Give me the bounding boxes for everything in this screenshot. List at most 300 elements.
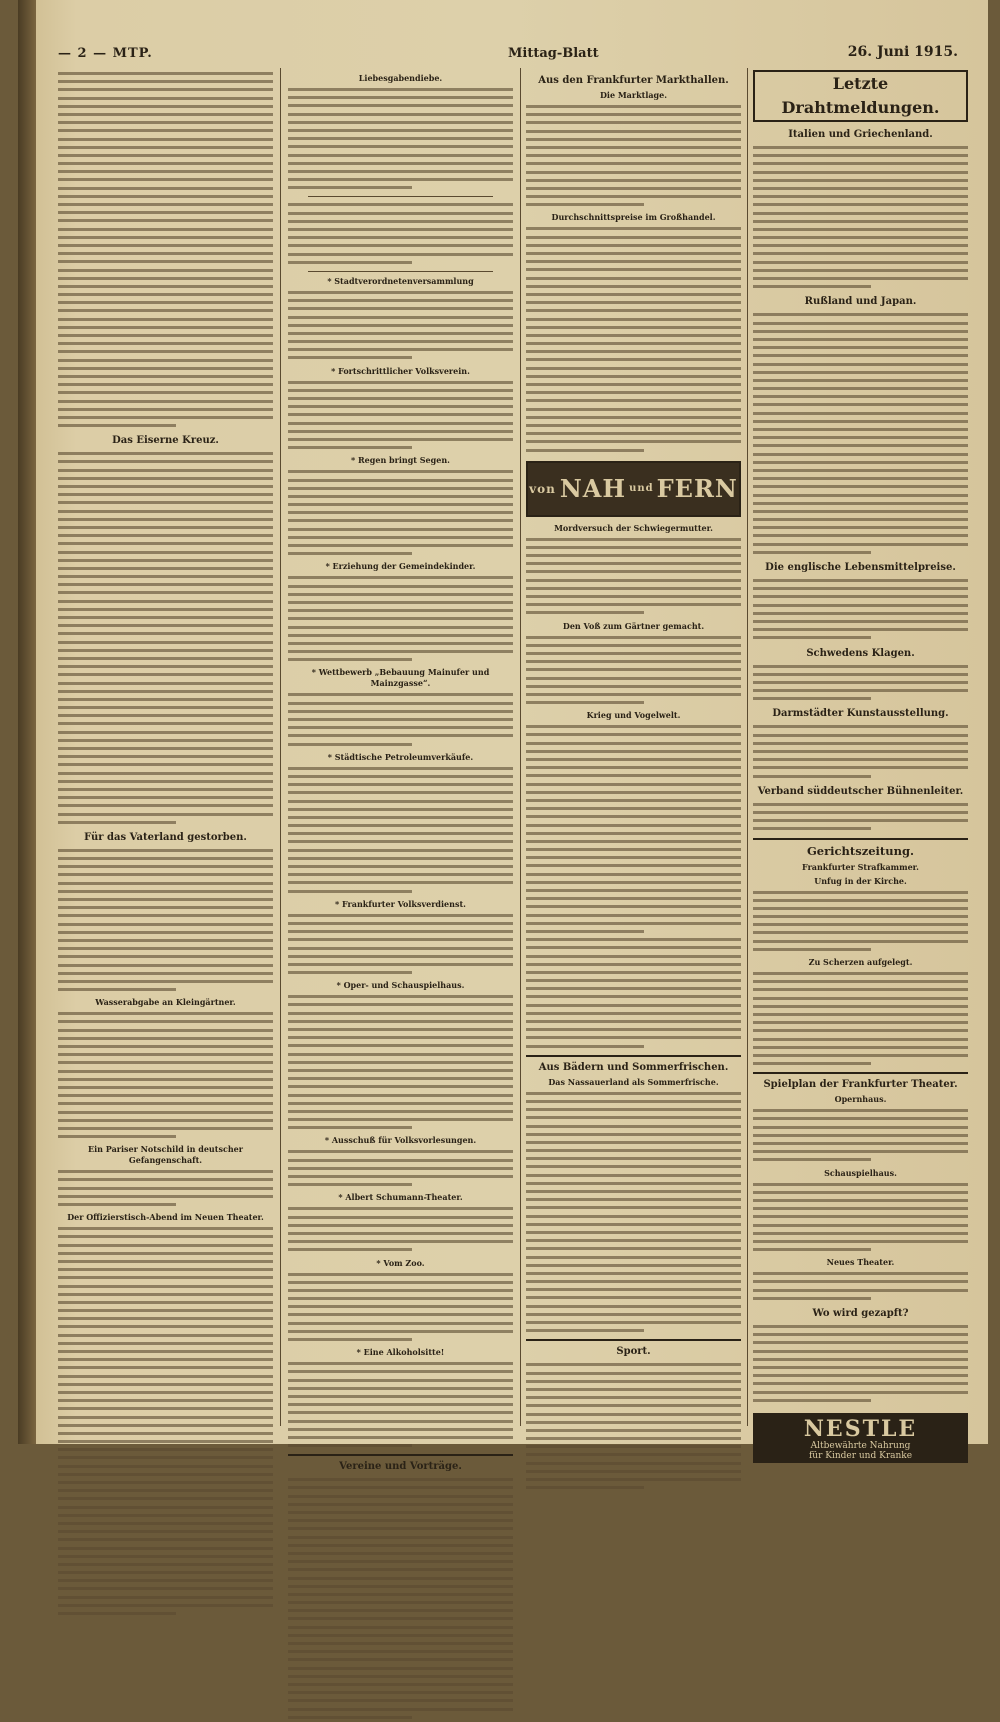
text-block	[58, 1168, 273, 1209]
text-line	[526, 152, 741, 160]
divider	[288, 1454, 513, 1456]
text-line	[526, 111, 741, 119]
text-line	[753, 610, 968, 618]
text-line	[526, 1319, 741, 1327]
text-line	[288, 387, 513, 395]
text-line	[58, 217, 273, 225]
text-line	[526, 160, 741, 168]
text-line	[58, 1364, 273, 1372]
text-line	[753, 671, 968, 679]
text-line	[58, 1084, 273, 1092]
text-line	[753, 602, 968, 610]
text-line	[526, 691, 741, 699]
text-line	[58, 1528, 273, 1536]
text-line	[526, 1254, 741, 1262]
text-line	[753, 1036, 968, 1044]
text-line	[288, 94, 513, 102]
text-line	[58, 1168, 273, 1176]
text-line	[526, 969, 741, 977]
text-line	[288, 1311, 513, 1319]
text-line	[58, 234, 273, 242]
text-line	[58, 904, 273, 912]
text-line	[753, 825, 871, 833]
text-line	[753, 995, 968, 1003]
text-line	[753, 1270, 968, 1278]
text-line	[58, 1512, 273, 1520]
text-line	[58, 103, 273, 111]
text-line	[58, 847, 273, 855]
text-line	[288, 1214, 513, 1222]
text-line	[58, 855, 273, 863]
text-line	[753, 410, 968, 418]
text-line	[753, 978, 968, 986]
text-line	[753, 1364, 968, 1372]
text-line	[58, 953, 273, 961]
text-line	[58, 1092, 273, 1100]
item-heading: * Stadtverordnetenversammlung	[327, 275, 474, 286]
text-line	[288, 1599, 513, 1607]
text-line	[753, 1181, 968, 1189]
text-line	[753, 732, 968, 740]
text-line	[58, 696, 273, 704]
subheading: Opernhaus.	[834, 1094, 887, 1105]
text-line	[288, 765, 513, 773]
text-line	[58, 1274, 273, 1282]
text-line	[753, 467, 968, 475]
text-line	[288, 1409, 513, 1417]
text-line	[288, 879, 513, 887]
text-line	[58, 516, 273, 524]
text-line	[753, 618, 968, 626]
boxed-headline: Letzte Drahtmeldungen.	[753, 70, 968, 122]
text-block	[288, 765, 513, 896]
text-line	[288, 1442, 412, 1450]
text-line	[526, 1262, 741, 1270]
text-line	[753, 267, 968, 275]
text-line	[288, 1632, 513, 1640]
text-line	[526, 658, 741, 666]
ad-word: FERN	[656, 473, 738, 503]
text-line	[288, 379, 513, 387]
text-line	[526, 1123, 741, 1131]
text-line	[58, 1010, 273, 1018]
text-line	[58, 761, 273, 769]
text-line	[526, 299, 741, 307]
text-line	[58, 1076, 273, 1084]
text-line	[58, 1340, 273, 1348]
text-line	[526, 365, 741, 373]
text-line	[753, 756, 968, 764]
text-line	[526, 577, 741, 585]
header-date: 26. Juni 1915.	[847, 44, 958, 60]
text-line	[58, 267, 273, 275]
text-line	[58, 1569, 273, 1577]
text-line	[288, 888, 412, 896]
text-line	[526, 1114, 741, 1122]
item-heading: * Ausschuß für Volksvorlesungen.	[324, 1135, 477, 1146]
text-line	[58, 381, 273, 389]
text-block	[753, 1107, 968, 1164]
text-line	[288, 1640, 513, 1648]
text-line	[526, 1361, 741, 1369]
text-line	[753, 1197, 968, 1205]
text-block	[288, 379, 513, 453]
text-block	[753, 1270, 968, 1303]
text-line	[526, 381, 741, 389]
text-line	[58, 1585, 273, 1593]
text-line	[526, 1188, 741, 1196]
text-block	[753, 663, 968, 704]
text-line	[753, 226, 968, 234]
text-line	[288, 305, 513, 313]
text-line	[288, 920, 513, 928]
text-line	[58, 1307, 273, 1315]
text-line	[753, 1287, 968, 1295]
subheading: Durchschnittspreise im Großhandel.	[551, 212, 716, 223]
text-line	[58, 1454, 273, 1462]
text-block	[526, 225, 741, 454]
text-line	[58, 704, 273, 712]
text-line	[288, 143, 513, 151]
text-line	[753, 508, 968, 516]
item-heading: * Erziehung der Gemeindekinder.	[325, 561, 476, 572]
text-block	[753, 723, 968, 780]
text-line	[58, 647, 273, 655]
text-line	[526, 128, 741, 136]
text-line	[753, 442, 968, 450]
text-block	[288, 912, 513, 978]
text-line	[288, 1385, 513, 1393]
text-line	[288, 691, 513, 699]
text-line	[58, 937, 273, 945]
column-2	[288, 70, 513, 1473]
text-line	[526, 1327, 644, 1335]
text-line	[58, 1133, 176, 1141]
divider	[526, 1339, 741, 1341]
text-line	[753, 451, 968, 459]
text-line	[753, 1044, 968, 1052]
text-line	[526, 291, 741, 299]
text-line	[58, 144, 273, 152]
text-line	[526, 447, 644, 455]
text-line	[288, 1238, 513, 1246]
text-line	[526, 1163, 741, 1171]
text-line	[288, 945, 513, 953]
text-line	[58, 332, 273, 340]
text-line	[526, 993, 741, 1001]
text-line	[58, 1323, 273, 1331]
text-line	[58, 1258, 273, 1266]
text-line	[58, 307, 273, 315]
text-line	[288, 741, 412, 749]
text-line	[526, 928, 644, 936]
text-line	[753, 577, 968, 585]
text-line	[288, 583, 513, 591]
ad-slogan: für Kinder und Kranke	[808, 1450, 913, 1461]
text-line	[58, 95, 273, 103]
text-line	[58, 753, 273, 761]
text-line	[288, 574, 513, 582]
text-line	[58, 291, 273, 299]
column-rule	[747, 68, 748, 1426]
text-line	[753, 401, 968, 409]
text-line	[526, 422, 741, 430]
text-line	[526, 406, 741, 414]
page-header	[58, 44, 958, 64]
text-line	[288, 732, 513, 740]
text-line	[288, 1001, 513, 1009]
text-line	[753, 1323, 968, 1331]
text-line	[58, 962, 273, 970]
text-line	[526, 242, 741, 250]
text-line	[753, 1397, 871, 1405]
column-1	[58, 70, 273, 1426]
text-line	[753, 817, 968, 825]
text-line	[288, 1059, 513, 1067]
text-line	[58, 802, 273, 810]
text-line	[288, 591, 513, 599]
text-line	[753, 1124, 968, 1132]
text-line	[288, 1542, 513, 1550]
text-line	[753, 311, 968, 319]
text-line	[58, 745, 273, 753]
text-line	[753, 773, 871, 781]
text-line	[58, 1536, 273, 1544]
text-line	[58, 1027, 273, 1035]
text-line	[526, 266, 741, 274]
text-line	[526, 601, 741, 609]
text-line	[288, 1426, 513, 1434]
text-line	[526, 740, 741, 748]
text-line	[526, 389, 741, 397]
text-line	[288, 1026, 513, 1034]
text-line	[288, 1681, 513, 1689]
text-line	[288, 863, 513, 871]
text-line	[288, 210, 513, 218]
text-line	[526, 650, 741, 658]
text-line	[753, 663, 968, 671]
text-line	[58, 680, 273, 688]
text-line	[58, 1043, 273, 1051]
text-line	[288, 1246, 412, 1254]
text-line	[288, 289, 513, 297]
text-block	[288, 201, 513, 267]
text-line	[288, 201, 513, 209]
text-line	[753, 634, 871, 642]
text-line	[288, 1124, 412, 1132]
ad-word: von	[529, 481, 556, 496]
text-line	[753, 1356, 968, 1364]
text-line	[58, 316, 273, 324]
text-line	[753, 1189, 968, 1197]
text-line	[753, 1278, 968, 1286]
text-line	[288, 1360, 513, 1368]
text-line	[58, 389, 273, 397]
text-line	[288, 624, 513, 632]
text-line	[526, 340, 741, 348]
text-line	[288, 436, 513, 444]
text-line	[288, 234, 513, 242]
text-line	[288, 354, 412, 362]
text-line	[58, 532, 273, 540]
text-line	[58, 1225, 273, 1233]
text-line	[526, 1303, 741, 1311]
text-line	[58, 912, 273, 920]
text-line	[526, 1018, 741, 1026]
text-line	[58, 778, 273, 786]
text-line	[526, 1484, 644, 1492]
text-line	[526, 1237, 741, 1245]
text-line	[753, 1238, 968, 1246]
text-line	[526, 764, 741, 772]
headline: Verband süddeutscher Bühnenleiter.	[757, 785, 964, 797]
text-line	[288, 176, 513, 184]
newspaper-page	[18, 0, 988, 1473]
text-line	[526, 1196, 741, 1204]
text-line	[288, 781, 513, 789]
text-line	[526, 356, 741, 364]
text-line	[526, 283, 741, 291]
text-line	[58, 1185, 273, 1193]
text-line	[526, 560, 741, 568]
text-line	[58, 1545, 273, 1553]
text-line	[753, 1107, 968, 1115]
text-line	[526, 903, 741, 911]
subheading: Liebesgabendiebe.	[358, 73, 443, 83]
text-line	[526, 805, 741, 813]
text-line	[753, 1331, 968, 1339]
text-line	[526, 1221, 741, 1229]
text-line	[526, 1139, 741, 1147]
text-line	[526, 536, 741, 544]
text-block	[526, 1090, 741, 1336]
text-line	[526, 813, 741, 821]
text-line	[526, 1411, 741, 1419]
text-line	[753, 426, 968, 434]
text-line	[288, 330, 513, 338]
text-block	[526, 536, 741, 618]
text-line	[526, 953, 741, 961]
text-line	[526, 961, 741, 969]
text-line	[58, 422, 176, 430]
text-line	[526, 275, 741, 283]
text-line	[753, 1027, 968, 1035]
headline: Vereine und Vorträge.	[339, 1461, 462, 1473]
text-line	[58, 1602, 273, 1610]
text-line	[58, 737, 273, 745]
text-line	[288, 632, 513, 640]
text-line	[526, 675, 741, 683]
text-line	[288, 485, 513, 493]
headline: Darmstädter Kunstausstellung.	[772, 708, 949, 720]
subheading: Wasserabgabe an Kleingärtner.	[95, 997, 236, 1008]
text-line	[288, 1368, 513, 1376]
text-block	[526, 723, 741, 936]
text-line	[753, 1372, 968, 1380]
text-line	[753, 475, 968, 483]
text-line	[753, 434, 968, 442]
text-line	[526, 1245, 741, 1253]
text-line	[753, 889, 968, 897]
subheading: Der Offizierstisch-Abend im Neuen Theater.	[67, 1212, 264, 1223]
text-line	[526, 136, 741, 144]
item-heading: * Fortschrittlicher Volksverein.	[331, 365, 470, 376]
text-line	[288, 1075, 513, 1083]
text-line	[288, 1092, 513, 1100]
text-line	[288, 993, 513, 1001]
advertisement-von-nah-und-fern	[526, 461, 741, 517]
text-line	[288, 1706, 513, 1714]
text-line	[288, 1418, 513, 1426]
text-line	[753, 177, 968, 185]
text-line	[526, 544, 741, 552]
text-line	[526, 201, 644, 209]
text-line	[526, 912, 741, 920]
text-line	[58, 1397, 273, 1405]
text-line	[58, 226, 273, 234]
text-line	[288, 716, 513, 724]
text-line	[753, 1115, 968, 1123]
text-line	[288, 395, 513, 403]
text-line	[58, 458, 273, 466]
text-line	[58, 565, 273, 573]
text-line	[753, 201, 968, 209]
text-line	[58, 119, 273, 127]
text-line	[753, 1011, 968, 1019]
headline: Schwedens Klagen.	[806, 647, 915, 659]
text-line	[753, 218, 968, 226]
text-line	[526, 985, 741, 993]
text-line	[526, 887, 741, 895]
text-line	[288, 1336, 412, 1344]
text-line	[288, 1205, 513, 1213]
text-line	[58, 1577, 273, 1585]
text-line	[58, 324, 273, 332]
text-line	[526, 1370, 741, 1378]
text-line	[58, 1117, 273, 1125]
text-line	[288, 1656, 513, 1664]
text-line	[526, 1311, 741, 1319]
header-mid: Mittag-Blatt	[508, 46, 599, 61]
text-line	[753, 921, 968, 929]
text-line	[526, 838, 741, 846]
text-line	[58, 373, 273, 381]
text-line	[753, 938, 968, 946]
text-block	[526, 936, 741, 1051]
text-line	[753, 970, 968, 978]
text-line	[288, 1320, 513, 1328]
text-line	[526, 324, 741, 332]
text-line	[753, 1205, 968, 1213]
text-line	[753, 1060, 871, 1068]
text-line	[58, 1504, 273, 1512]
text-line	[58, 1414, 273, 1422]
text-line	[526, 666, 741, 674]
text-line	[526, 1131, 741, 1139]
text-line	[288, 1624, 513, 1632]
text-line	[58, 589, 273, 597]
text-line	[753, 946, 871, 954]
text-line	[58, 581, 273, 589]
text-line	[288, 1034, 513, 1042]
text-line	[526, 944, 741, 952]
text-line	[58, 888, 273, 896]
headline: Das Eiserne Kreuz.	[112, 435, 219, 447]
text-line	[753, 1380, 968, 1388]
text-line	[526, 1294, 741, 1302]
text-line	[58, 1125, 273, 1133]
text-line	[526, 642, 741, 650]
